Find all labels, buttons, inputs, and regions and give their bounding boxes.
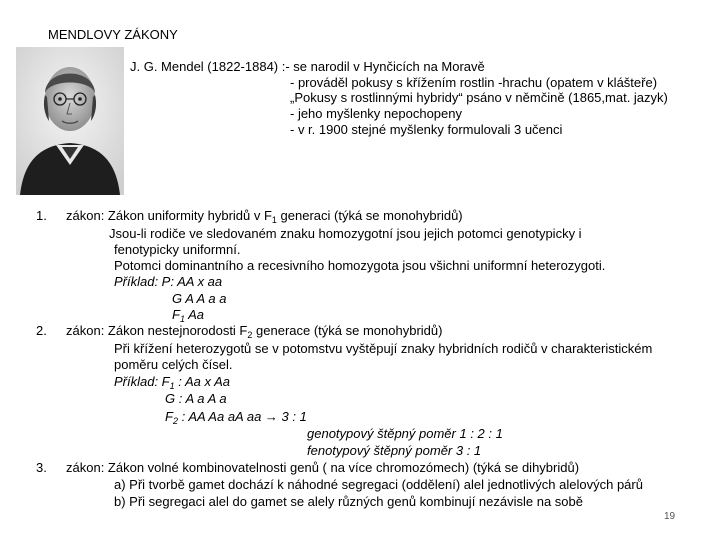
law-1-heading-post: generaci (týká se monohybridů) — [276, 208, 463, 223]
law-2-example-1-pre: Příklad: F — [114, 374, 170, 389]
law-1-example-3 — [172, 307, 204, 322]
law-2-example-3 — [165, 409, 307, 424]
law-2-heading — [66, 323, 442, 338]
law-2-number: 2. — [36, 323, 47, 338]
law-1-heading — [66, 208, 463, 223]
law-2-heading-pre: zákon: Zákon nestejnorodosti F — [66, 323, 248, 338]
law-1-body-1: Jsou-li rodiče ve sledovaném znaku homozygotní jsou jejich potomci genotypicky i — [109, 226, 582, 241]
law-1-example-3-post: Aa — [184, 307, 204, 322]
law-1-body-3: Potomci dominantního a recesivního homozygota jsou všichni uniformní heterozygoti. — [114, 258, 606, 273]
law-2-example-1 — [114, 374, 230, 389]
law-2-example-2: G : A a A a — [165, 391, 227, 406]
law-2-example-3-sub: 2 — [172, 416, 178, 426]
law-2-example-1-post: : Aa x Aa — [174, 374, 231, 389]
law-2-body-1: Při křížení heterozygotů se v potomstvu vyštěpují znaky hybridních rodičů v charakteristickém — [114, 341, 653, 356]
law-2-heading-post: generace (týká se monohybridů) — [252, 323, 443, 338]
law-3-number: 3. — [36, 460, 47, 475]
law-2-phenotype-ratio: fenotypový štěpný poměr 3 : 1 — [307, 443, 482, 458]
law-2-genotype-ratio: genotypový štěpný poměr 1 : 2 : 1 — [307, 426, 503, 441]
law-3-heading: zákon: Zákon volné kombinovatelnosti genů ( na více chromozómech) (týká se dihybridů) — [66, 460, 580, 475]
law-2-body-2: poměru celých čísel. — [114, 357, 233, 372]
law-1-heading-pre: zákon: Zákon uniformity hybridů v F — [66, 208, 272, 223]
page-title: MENDLOVY ZÁKONY — [48, 27, 178, 42]
law-1-example-1: Příklad: P: AA x aa — [114, 274, 223, 289]
law-1-heading-sub: 1 — [271, 215, 277, 225]
page-number: 19 — [664, 511, 676, 522]
law-2-example-3-pre: F — [165, 409, 173, 424]
bio-line-1: J. G. Mendel (1822-1884) :- se narodil v Hynčicích na Moravě — [130, 59, 485, 74]
bio-line-5: - v r. 1900 stejné myšlenky formulovali 3 učenci — [290, 122, 563, 137]
law-1-body-2: fenotypicky uniformní. — [114, 242, 241, 257]
law-2-example-1-sub: 1 — [169, 381, 175, 391]
law-3-body-2: b) Při segregaci alel do gamet se alely různých genů kombinují nezávisle na sobě — [114, 494, 583, 509]
law-1-example-2: G A A a a — [172, 291, 227, 306]
bio-line-3: „Pokusy s rostlinnými hybridy“ psáno v němčině (1865,mat. jazyk) — [290, 90, 668, 105]
mendel-portrait — [16, 47, 124, 195]
portrait-photo-icon — [16, 47, 124, 195]
bio-line-2: - prováděl pokusy s křížením rostlin -hrachu (opatem v klášteře) — [290, 75, 658, 90]
law-2-heading-sub: 2 — [247, 330, 253, 340]
law-1-example-3-pre: F — [172, 307, 180, 322]
law-3-body-1: a) Při tvorbě gamet dochází k náhodné segregaci (oddělení) alel jednotlivých alelových párů — [114, 477, 643, 492]
law-2-example-3-post: : AA Aa aA aa → 3 : 1 — [177, 409, 307, 424]
law-1-example-3-sub: 1 — [179, 314, 185, 324]
law-1-number: 1. — [36, 208, 47, 223]
bio-line-4: - jeho myšlenky nepochopeny — [290, 106, 462, 121]
